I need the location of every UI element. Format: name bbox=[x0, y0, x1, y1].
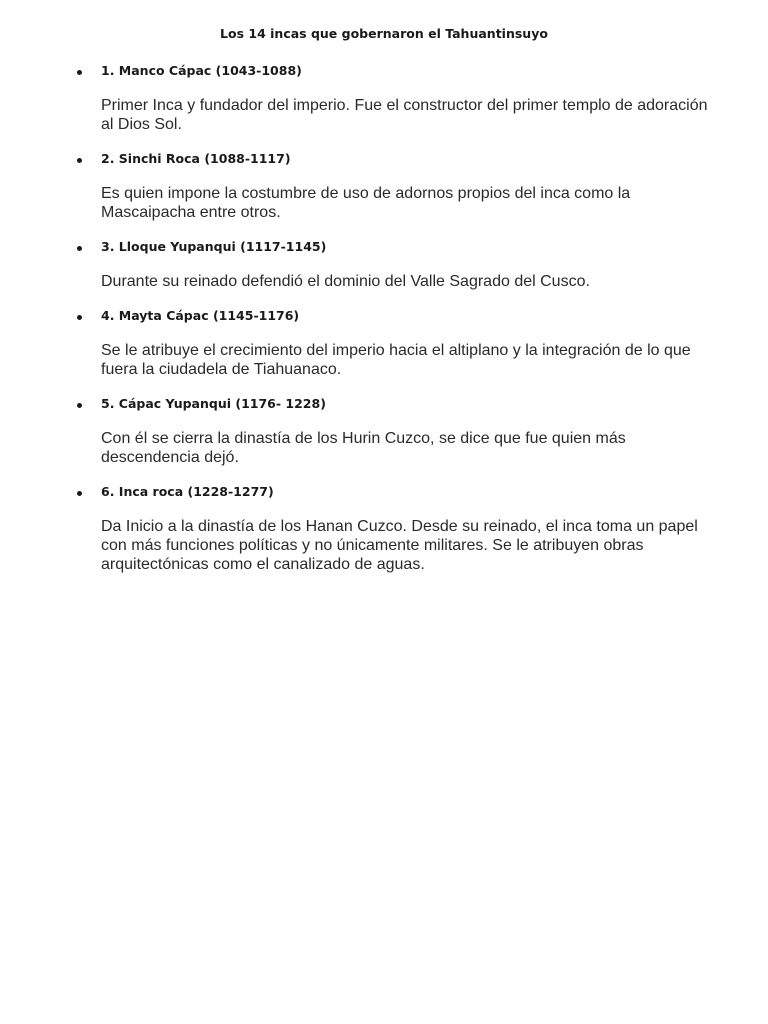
entry-heading: 6. Inca roca (1228-1277) bbox=[101, 484, 274, 499]
entry-heading-wrapper bbox=[0, 395, 768, 413]
entry-heading: 3. Lloque Yupanqui (1117-1145) bbox=[101, 239, 327, 254]
bullet-icon bbox=[77, 246, 82, 251]
entry-heading-wrapper bbox=[0, 150, 768, 168]
bullet-icon bbox=[77, 491, 82, 496]
bullet-icon bbox=[77, 315, 82, 320]
bullet-icon bbox=[77, 70, 82, 75]
entry-heading: 1. Manco Cápac (1043-1088) bbox=[101, 63, 302, 78]
entry-heading: 4. Mayta Cápac (1145-1176) bbox=[101, 308, 300, 323]
list-item bbox=[0, 395, 768, 467]
inca-list bbox=[0, 62, 768, 574]
entry-description: Es quien impone la costumbre de uso de adornos propios del inca como la Mascaipacha entre otros. bbox=[101, 185, 631, 221]
bullet-icon bbox=[77, 158, 82, 163]
entry-heading: 2. Sinchi Roca (1088-1117) bbox=[101, 151, 291, 166]
entry-description: Durante su reinado defendió el dominio del Valle Sagrado del Cusco. bbox=[101, 273, 590, 290]
list-item bbox=[0, 307, 768, 379]
entry-heading: 5. Cápac Yupanqui (1176- 1228) bbox=[101, 396, 326, 411]
entry-heading-wrapper bbox=[0, 483, 768, 501]
entry-heading-wrapper bbox=[0, 62, 768, 80]
bullet-icon bbox=[77, 403, 82, 408]
entry-description: Se le atribuye el crecimiento del imperio hacia el altiplano y la integración de lo que fuera la ciudadela de Tiahuanaco. bbox=[101, 342, 691, 378]
list-item bbox=[0, 150, 768, 222]
entry-heading-wrapper bbox=[0, 307, 768, 325]
list-item bbox=[0, 238, 768, 291]
entry-description: Primer Inca y fundador del imperio. Fue el constructor del primer templo de adoración al Dios Sol. bbox=[101, 97, 708, 133]
document-title: Los 14 incas que gobernaron el Tahuantinsuyo bbox=[220, 26, 548, 41]
entry-description: Con él se cierra la dinastía de los Hurin Cuzco, se dice que fue quien más descendencia dejó. bbox=[101, 430, 626, 466]
list-item bbox=[0, 483, 768, 574]
entry-description: Da Inicio a la dinastía de los Hanan Cuzco. Desde su reinado, el inca toma un papel con más funciones políticas y no únicamente militares. Se le atribuyen obras arquitectónicas como el canalizado de aguas. bbox=[101, 518, 698, 573]
list-item bbox=[0, 62, 768, 134]
entry-heading-wrapper bbox=[0, 238, 768, 256]
